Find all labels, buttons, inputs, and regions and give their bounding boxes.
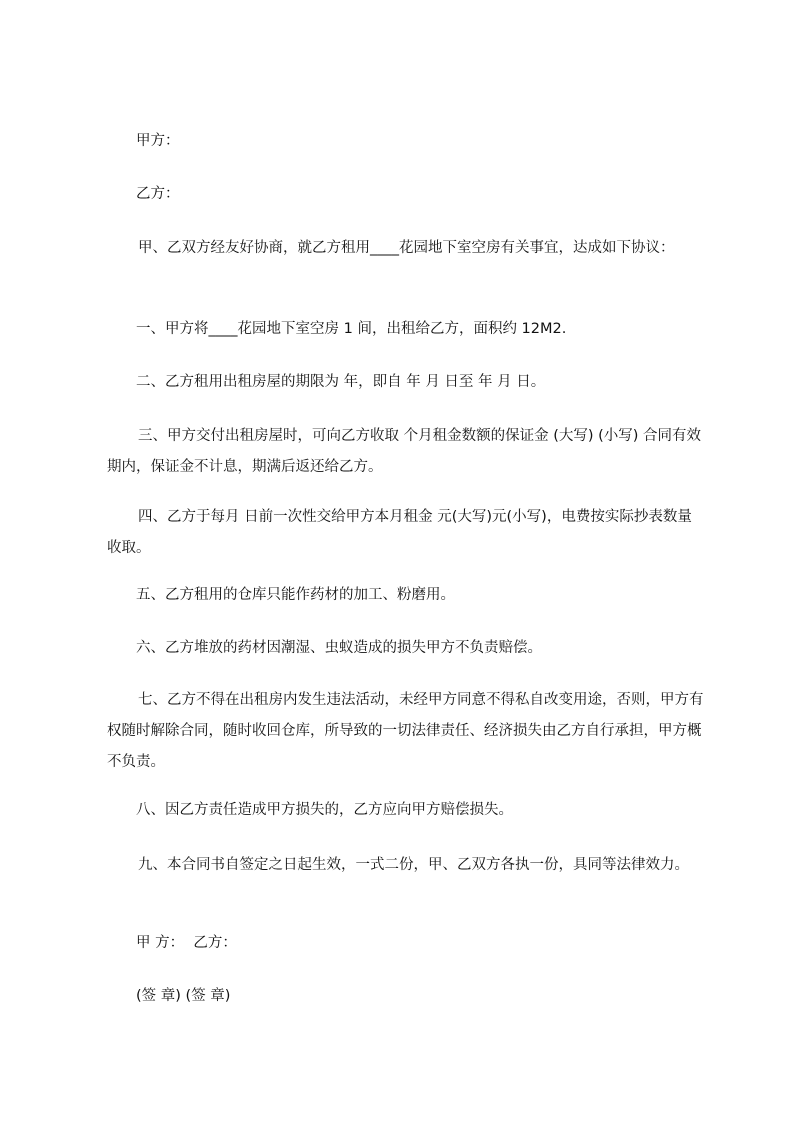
- clause-1: 一、甲方将____花园地下室空房 1 间，出租给乙方，面积约 12M2.: [136, 321, 567, 337]
- clause-2: 二、乙方租用出租房屋的期限为 年，即自 年 月 日至 年 月 日。: [136, 374, 546, 390]
- clause-7: 七、乙方不得在出租房内发生违法活动，未经甲方同意不得私自改变用途，否则，甲方有权随时解除合同，随时收回仓库，所导致的一切法律责任、经济损失由乙方自行承担，甲方概不负责。: [107, 692, 704, 770]
- seal-line: (签 章) (签 章): [136, 988, 231, 1004]
- party-b-label: 乙方：: [136, 186, 180, 202]
- clause-3: 三、甲方交付出租房屋时，可向乙方收取 个月租金数额的保证金 (大写) (小写) 合同有效期内，保证金不计息，期满后返还给乙方。: [107, 428, 702, 475]
- signature-line: 甲 方： 乙方：: [136, 935, 237, 951]
- clause-8: 八、因乙方责任造成甲方损失的，乙方应向甲方赔偿损失。: [136, 802, 513, 818]
- clause-6: 六、乙方堆放的药材因潮湿、虫蚁造成的损失甲方不负责赔偿。: [136, 640, 542, 656]
- clause-5: 五、乙方租用的仓库只能作药材的加工、粉磨用。: [136, 587, 455, 603]
- intro-paragraph: 甲、乙双方经友好协商，就乙方租用____花园地下室空房有关事宜，达成如下协议：: [138, 240, 675, 256]
- clause-9: 九、本合同书自签定之日起生效，一式二份，甲、乙双方各执一份，具同等法律效力。: [138, 857, 689, 873]
- clause-4: 四、乙方于每月 日前一次性交给甲方本月租金 元(大写)元(小写)，电费按实际抄表数量收取。: [107, 509, 692, 556]
- party-a-label: 甲方：: [136, 133, 180, 149]
